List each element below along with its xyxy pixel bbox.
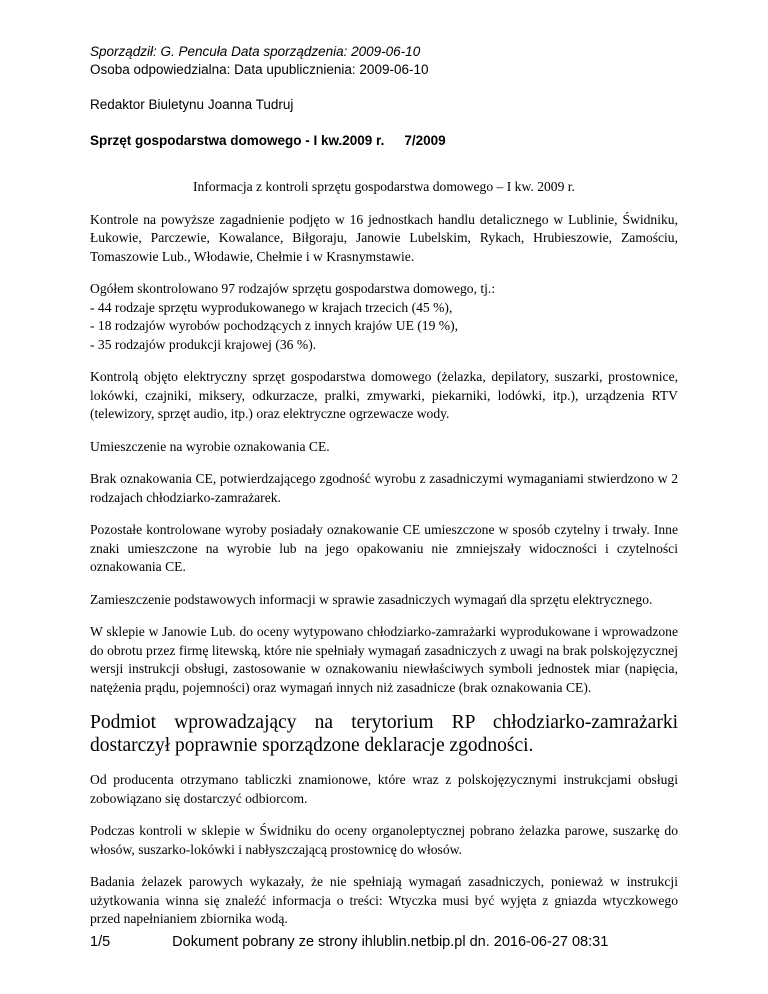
document-number: 7/2009 (404, 133, 446, 148)
summary-line: Ogółem skontrolowano 97 rodzajów sprzętu gospodarstwa domowego, tj.: (90, 281, 496, 296)
paragraph-basic-info: Zamieszczenie podstawowych informacji w sprawie zasadniczych wymagań dla sprzętu elektrycznego. (90, 591, 653, 607)
document-title-text: Sprzęt gospodarstwa domowego - I kw.2009 r. (90, 133, 385, 148)
paragraph-janow: W sklepie w Janowie Lub. do oceny wytypowano chłodziarko-zamrażarki wyprodukowane i wprowadzone do obrotu przez firmę litewską, które nie spełniały wymagań zasadniczych z uwagi na brak polskojęzycznej wersji instrukcji obsługi, zastosowanie w oznakowaniu niewłaściwych symboli jednostek miar (napięcia, natężenia prądu, pojemności) oraz wymagań innych niż zasadnicze (brak oznakowania CE). (90, 624, 678, 695)
paragraph-summary (90, 280, 678, 354)
section-heading: Podmiot wprowadzający na terytorium RP chłodziarko-zamrażarki dostarczył poprawnie sporządzone deklaracje zgodności. (90, 712, 678, 756)
paragraph-other-ce: Pozostałe kontrolowane wyroby posiadały oznakowanie CE umieszczone w sposób czytelny i trwały. Inne znaki umieszczone na wyrobie lub na jego opakowaniu nie zmniejszały widoczności i czytelności oznakowania CE. (90, 522, 678, 574)
paragraph-locations: Kontrole na powyższe zagadnienie podjęto w 16 jednostkach handlu detalicznego w Lublinie, Świdniku, Łukowie, Parczewie, Kowalance, Biłgoraju, Janowie Lubelskim, Rykach, Hrubieszowie, Zamościu, Tomaszowie Lub., Włodawie, Chełmie i w Krasnymstawie. (90, 211, 678, 264)
paragraph-missing-ce: Brak oznakowania CE, potwierdzającego zgodność wyrobu z zasadniczymi wymaganiami stwierdzono w 2 rodzajach chłodziarko-zamrażarek. (90, 471, 678, 505)
paragraph-ce-marking: Umieszczenie na wyrobie oznakowania CE. (90, 438, 330, 454)
download-source: Dokument pobrany ze strony ihlublin.netbip.pl dn. 2016-06-27 08:31 (172, 934, 609, 950)
editor-line: Redaktor Biuletynu Joanna Tudruj (90, 97, 294, 112)
intro-paragraph: Informacja z kontroli sprzętu gospodarstwa domowego – I kw. 2009 r. (193, 179, 575, 194)
paragraph-producer: Od producenta otrzymano tabliczki znamionowe, które wraz z polskojęzycznymi instrukcjami obsługi zobowiązano się dostarczyć odbiorcom. (90, 772, 678, 806)
summary-line: - 44 rodzaje sprzętu wyprodukowanego w krajach trzecich (45 %), (90, 299, 453, 315)
paragraph-scope: Kontrolą objęto elektryczny sprzęt gospodarstwa domowego (żelazka, depilatory, suszarki, prostownice, lokówki, czajniki, miksery, odkurzacze, pralki, zmywarki, piekarniki, lodówki, itp.), urządzenia RTV (telewizory, sprzęt audio, itp.) oraz elektryczne ogrzewacze wody. (90, 369, 678, 421)
paragraph-irons: Badania żelazek parowych wykazały, że nie spełniają wymagań zasadniczych, ponieważ w instrukcji użytkowania winna się znaleźć informacja o treści: Wtyczka musi być wyjęta z gniazda wtyczkowego przed napełnianiem zbiornika wodą. (90, 874, 678, 926)
document-title (90, 133, 446, 148)
page-number: 1/5 (90, 934, 111, 950)
page-footer (90, 934, 608, 950)
document-body (90, 178, 678, 943)
paragraph-swidnik: Podczas kontroli w sklepie w Świdniku do oceny organoleptycznej pobrano żelazka parowe, suszarkę do włosów, suszarko-lokówki i nabłyszczającą prostownicę do włosów. (90, 823, 678, 857)
responsible-person-line: Osoba odpowiedzialna: Data upublicznienia: 2009-06-10 (90, 62, 429, 77)
prepared-by-line: Sporządził: G. Pencuła Data sporządzenia: 2009-06-10 (90, 44, 421, 59)
summary-line: - 18 rodzajów wyrobów pochodzących z innych krajów UE (19 %), (90, 318, 459, 333)
summary-line: - 35 rodzajów produkcji krajowej (36 %). (90, 336, 317, 352)
